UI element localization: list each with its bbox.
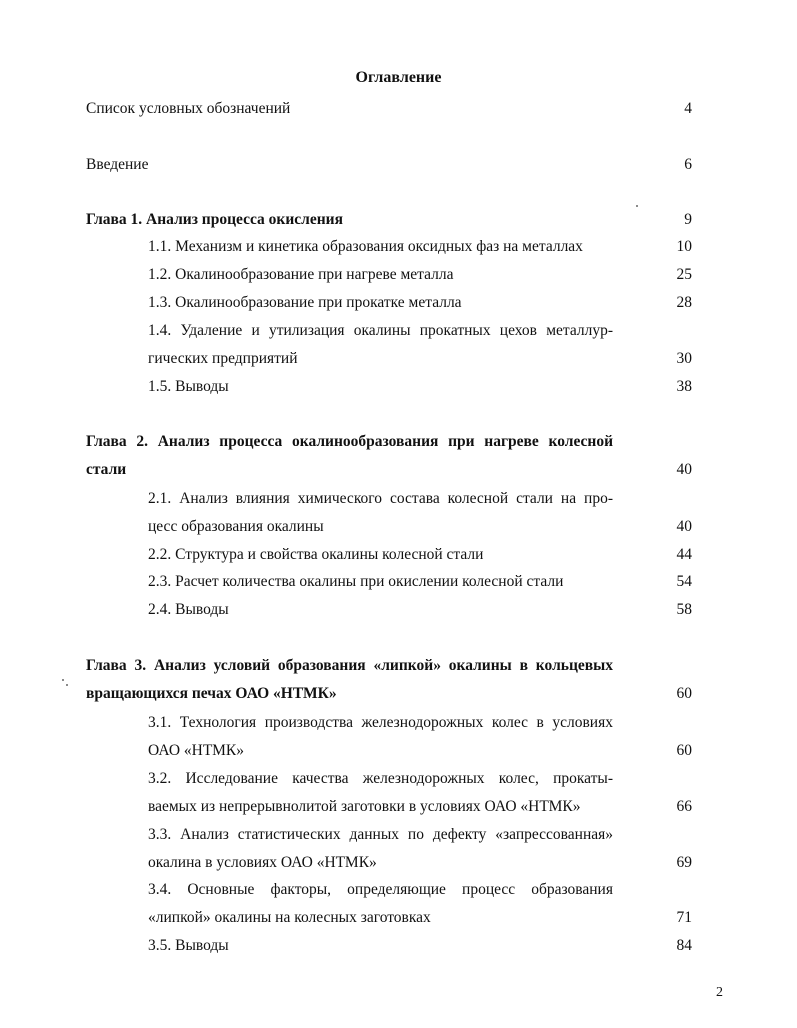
entry-page: 40 [676, 461, 692, 478]
toc-section-1-4[interactable] [148, 321, 613, 341]
toc-section-3-2-cont[interactable] [148, 797, 688, 817]
entry-page: 44 [676, 546, 692, 563]
entry-text-line2: окалина в условиях ОАО «НТМК» [148, 854, 377, 871]
entry-page: 66 [676, 798, 692, 815]
entry-text-line1: 1.4. Удаление и утилизация окалины прокатных цехов металлур- [148, 322, 613, 339]
chapter-title: Глава 1. Анализ процесса окисления [86, 211, 343, 228]
entry-text-line1: 3.4. Основные факторы, определяющие процесс образования [148, 881, 613, 898]
chapter-title-line1: Глава 2. Анализ процесса окалинообразования при нагреве колесной [86, 433, 613, 450]
entry-page: 54 [676, 573, 692, 590]
entry-text-line2: ваемых из непрерывнолитой заготовки в условиях ОАО «НТМК» [148, 798, 581, 815]
toc-title: Оглавление [355, 69, 442, 86]
toc-section-2-1-cont[interactable] [148, 517, 688, 537]
entry-page: 10 [676, 238, 692, 255]
toc-section-2-4[interactable] [148, 600, 688, 620]
toc-chapter-3[interactable] [86, 656, 613, 676]
entry-page: 60 [676, 742, 692, 759]
entry-text-line2: цесс образования окалины [148, 518, 324, 535]
entry-page: 9 [684, 211, 692, 228]
entry-text-line1: 3.1. Технология производства железнодорожных колес в условиях [148, 714, 613, 731]
entry-page: 60 [676, 685, 692, 702]
entry-text: Введение [86, 156, 149, 173]
toc-section-3-1[interactable] [148, 713, 613, 733]
entry-page: 6 [684, 156, 692, 173]
entry-text-line2: гических предприятий [148, 350, 298, 367]
toc-entry-abbreviations[interactable] [86, 99, 706, 119]
entry-page: 40 [676, 518, 692, 535]
entry-text: Список условных обозначений [86, 100, 291, 117]
entry-page: 38 [676, 378, 692, 395]
toc-section-3-2[interactable] [148, 769, 613, 789]
entry-text: 1.1. Механизм и кинетика образования оксидных фаз на металлах [148, 238, 583, 255]
toc-chapter-2[interactable] [86, 432, 613, 452]
scan-speck [62, 679, 64, 681]
chapter-title-line1: Глава 3. Анализ условий образования «липкой» окалины в кольцевых [86, 657, 613, 674]
entry-text-line1: 3.3. Анализ статистических данных по дефекту «запрессованная» [148, 826, 613, 843]
entry-page: 28 [676, 294, 692, 311]
entry-text: 1.2. Окалинообразование при нагреве металла [148, 266, 454, 283]
toc-section-3-5[interactable] [148, 936, 688, 956]
page-number: 2 [716, 985, 723, 1000]
toc-section-3-3-cont[interactable] [148, 853, 688, 873]
entry-text: 2.3. Расчет количества окалины при окислении колесной стали [148, 573, 564, 590]
toc-section-3-4[interactable] [148, 880, 613, 900]
entry-text: 2.2. Структура и свойства окалины колесной стали [148, 546, 484, 563]
entry-page: 84 [676, 937, 692, 954]
toc-section-3-4-cont[interactable] [148, 908, 688, 928]
entry-page: 69 [676, 854, 692, 871]
entry-text-line2: ОАО «НТМК» [148, 742, 244, 759]
entry-text: 3.5. Выводы [148, 937, 229, 954]
toc-section-2-2[interactable] [148, 545, 688, 565]
chapter-title-line2: стали [86, 461, 127, 478]
toc-section-2-1[interactable] [148, 489, 613, 509]
toc-section-1-2[interactable] [148, 265, 688, 285]
entry-text-line2: «липкой» окалины на колесных заготовках [148, 909, 431, 926]
entry-text-line1: 2.1. Анализ влияния химического состава колесной стали на про- [148, 490, 613, 507]
entry-page: 58 [676, 601, 692, 618]
toc-section-3-3[interactable] [148, 825, 613, 845]
toc-section-3-1-cont[interactable] [148, 741, 688, 761]
toc-entry-introduction[interactable] [86, 155, 706, 175]
chapter-title-line2: вращающихся печах ОАО «НТМК» [86, 685, 337, 702]
toc-section-1-5[interactable] [148, 377, 688, 397]
toc-section-1-4-cont[interactable] [148, 349, 688, 369]
toc-chapter-3-cont[interactable] [86, 684, 706, 704]
entry-page: 4 [684, 100, 692, 117]
scan-speck [66, 684, 68, 686]
toc-section-1-3[interactable] [148, 293, 688, 313]
entry-page: 30 [676, 350, 692, 367]
scan-speck [636, 205, 638, 207]
entry-page: 25 [676, 266, 692, 283]
toc-section-1-1[interactable] [148, 237, 688, 257]
entry-text-line1: 3.2. Исследование качества железнодорожных колес, прокаты- [148, 770, 613, 787]
entry-text: 2.4. Выводы [148, 601, 229, 618]
entry-text: 1.3. Окалинообразование при прокатке металла [148, 294, 462, 311]
toc-section-2-3[interactable] [148, 572, 688, 592]
entry-text: 1.5. Выводы [148, 378, 229, 395]
toc-chapter-1[interactable] [86, 210, 706, 230]
entry-page: 71 [676, 909, 692, 926]
toc-chapter-2-cont[interactable] [86, 460, 706, 480]
